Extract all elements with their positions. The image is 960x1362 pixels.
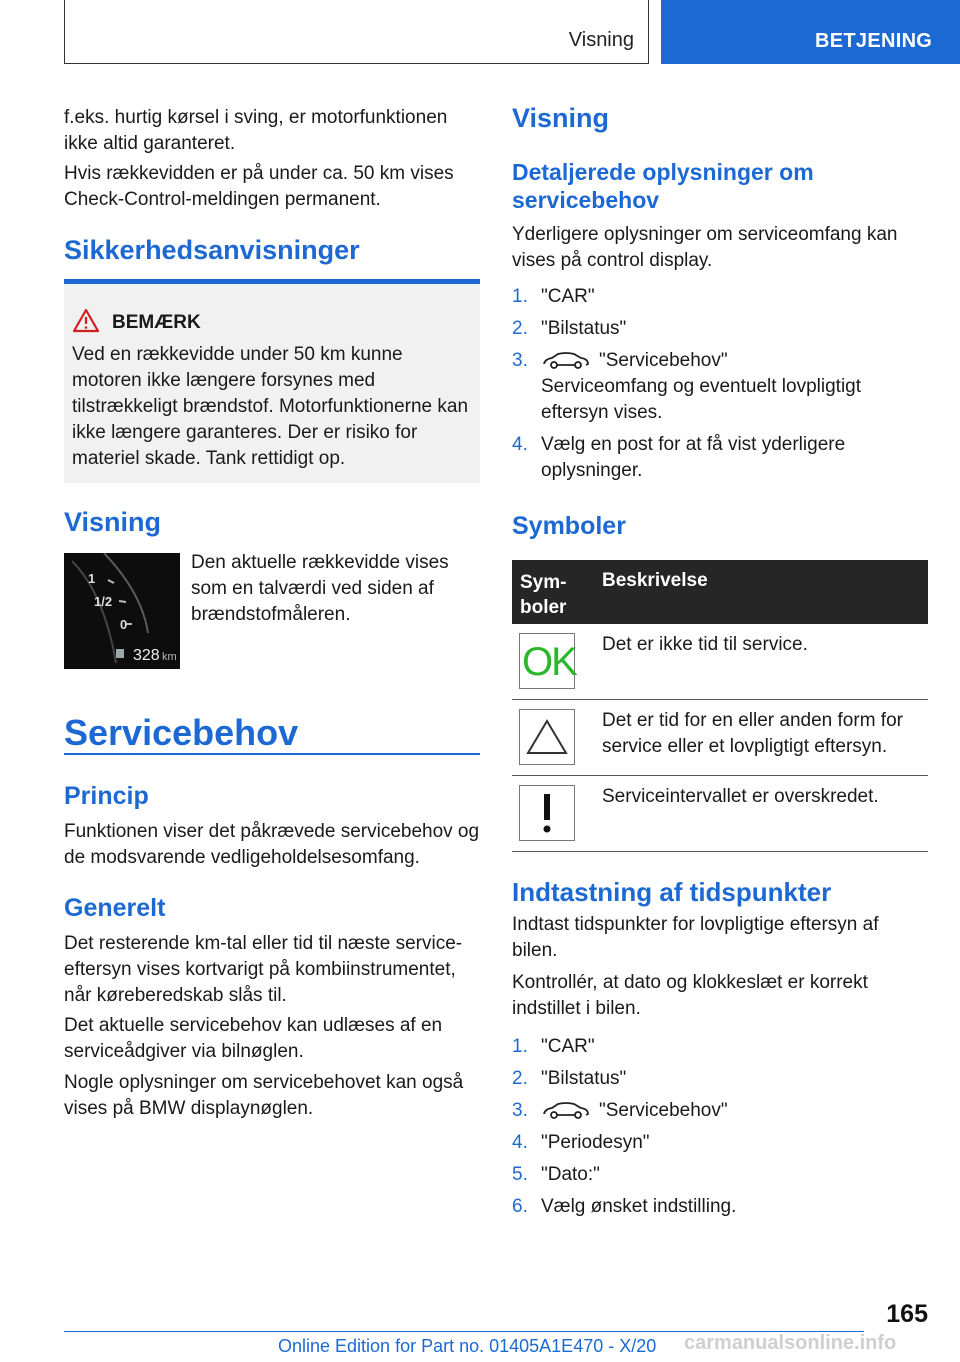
header-section-title: Visning <box>568 29 634 51</box>
entry-paragraph-2: Kontrollér, at dato og klokkeslæt er korrekt indstillet i bilen. <box>512 972 868 1019</box>
table-row <box>512 776 928 852</box>
list-item: 6. Vælg ønsket indstilling. <box>512 1196 737 1217</box>
warning-triangle-icon <box>72 308 100 334</box>
list-item: 2. "Bilstatus" <box>512 1068 627 1089</box>
gauge-range-value: 328 <box>133 647 160 664</box>
generelt-paragraph-2: Det aktuelle servicebehov kan udlæses af en serviceådgiver via bilnøglen. <box>64 1015 443 1062</box>
visning-text-left: Den aktuelle rækkevidde vises som en talværdi ved siden af brændstofmåleren. <box>191 552 449 625</box>
section-rule <box>64 753 480 755</box>
visning-heading-left: Visning <box>64 507 162 537</box>
table-header-symbols: Sym-boler <box>520 572 567 618</box>
symbols-heading: Symboler <box>512 512 626 540</box>
list-item: 5. "Dato:" <box>512 1164 600 1185</box>
list-item: 1. "CAR" <box>512 286 595 307</box>
gauge-mark-half: 1/2 <box>94 594 113 609</box>
gauge-mark-full: 1 <box>88 571 96 586</box>
service-heading: Servicebehov <box>64 712 299 753</box>
exclamation-icon <box>519 785 575 841</box>
generelt-paragraph-1: Det resterende km-tal eller tid til næste service-eftersyn vises kortvarigt på kombiinstrumentet, når køreberedskab slås til. <box>64 933 463 1006</box>
car-icon <box>541 351 591 371</box>
table-row <box>512 624 928 700</box>
symbols-table <box>512 560 928 852</box>
safety-heading: Sikkerhedsanvisninger <box>64 235 360 265</box>
list-item: 4. Vælg en post for at få vist yderligere oplysninger. <box>512 434 846 481</box>
header-chapter-tab <box>661 0 960 64</box>
ok-icon: OK <box>519 633 575 689</box>
table-cell-description: Det er ikke tid til service. <box>602 634 808 655</box>
table-cell-description: Det er tid for en eller anden form for service eller et lovpligtigt eftersyn. <box>602 710 903 757</box>
list-item: 2. "Bilstatus" <box>512 318 627 339</box>
gauge-range-unit: km <box>162 651 177 663</box>
table-header <box>512 560 928 624</box>
table-cell-description: Serviceintervallet er overskredet. <box>602 786 879 807</box>
gauge-mark-empty: 0 <box>120 617 128 632</box>
princip-heading: Princip <box>64 782 149 810</box>
warning-triangle-icon <box>519 709 575 765</box>
watermark: carmanualsonline.info <box>684 1332 897 1354</box>
visning-heading-right: Visning <box>512 103 610 133</box>
table-header-description: Beskrivelse <box>602 570 708 591</box>
list-item-sub: Serviceomfang og eventuelt lovpligtigt eftersyn vises. <box>541 376 862 423</box>
list-item: 3. "Servicebehov" Serviceomfang og eventuelt lovpligtigt eftersyn vises. <box>512 350 862 423</box>
fuel-gauge-image <box>64 553 180 669</box>
steps-list-1 <box>512 284 928 490</box>
car-icon <box>541 1101 591 1121</box>
header-section-box <box>64 0 649 64</box>
list-item: 4. "Periodesyn" <box>512 1132 650 1153</box>
entry-paragraph-1: Indtast tidspunkter for lovpligtige eftersyn af bilen. <box>512 914 879 961</box>
generelt-paragraph-3: Nogle oplysninger om servicebehovet kan også vises på BMW displaynøglen. <box>64 1072 464 1119</box>
warning-text: Ved en rækkevidde under 50 km kunne motoren ikke længere forsynes med tilstrækkeligt brændstof. Motorfunktionerne kan ikke længere garanteres. Der er risiko for materiel skade. Tank rettidigt op. <box>72 344 469 469</box>
steps-list-2 <box>512 1034 928 1226</box>
footer-edition: Online Edition for Part no. 01405A1E470 - X/20 <box>278 1336 657 1356</box>
princip-text: Funktionen viser det påkrævede servicebehov og de modsvarende vedligeholdelsesomfang. <box>64 821 480 868</box>
intro-paragraph-2: Hvis rækkevidden er på under ca. 50 km vises Check-Control-meldingen permanent. <box>64 163 454 210</box>
list-item: 1. "CAR" <box>512 1036 595 1057</box>
header-chapter-label: BETJENING <box>815 30 933 52</box>
detail-text: Yderligere oplysninger om serviceomfang kan vises på control display. <box>512 224 898 271</box>
page-number: 165 <box>886 1300 928 1328</box>
table-row <box>512 700 928 776</box>
intro-paragraph-1: f.eks. hurtig kørsel i sving, er motorfunktionen ikke altid garanteret. <box>64 107 448 154</box>
generelt-heading: Generelt <box>64 894 166 922</box>
detail-heading: Detaljerede oplysninger om servicebehov <box>512 159 814 213</box>
warning-title: BEMÆRK <box>112 312 201 333</box>
list-item: 3. "Servicebehov" <box>512 1100 728 1121</box>
entry-heading: Indtastning af tidspunkter <box>512 877 832 907</box>
warning-box <box>64 279 480 483</box>
